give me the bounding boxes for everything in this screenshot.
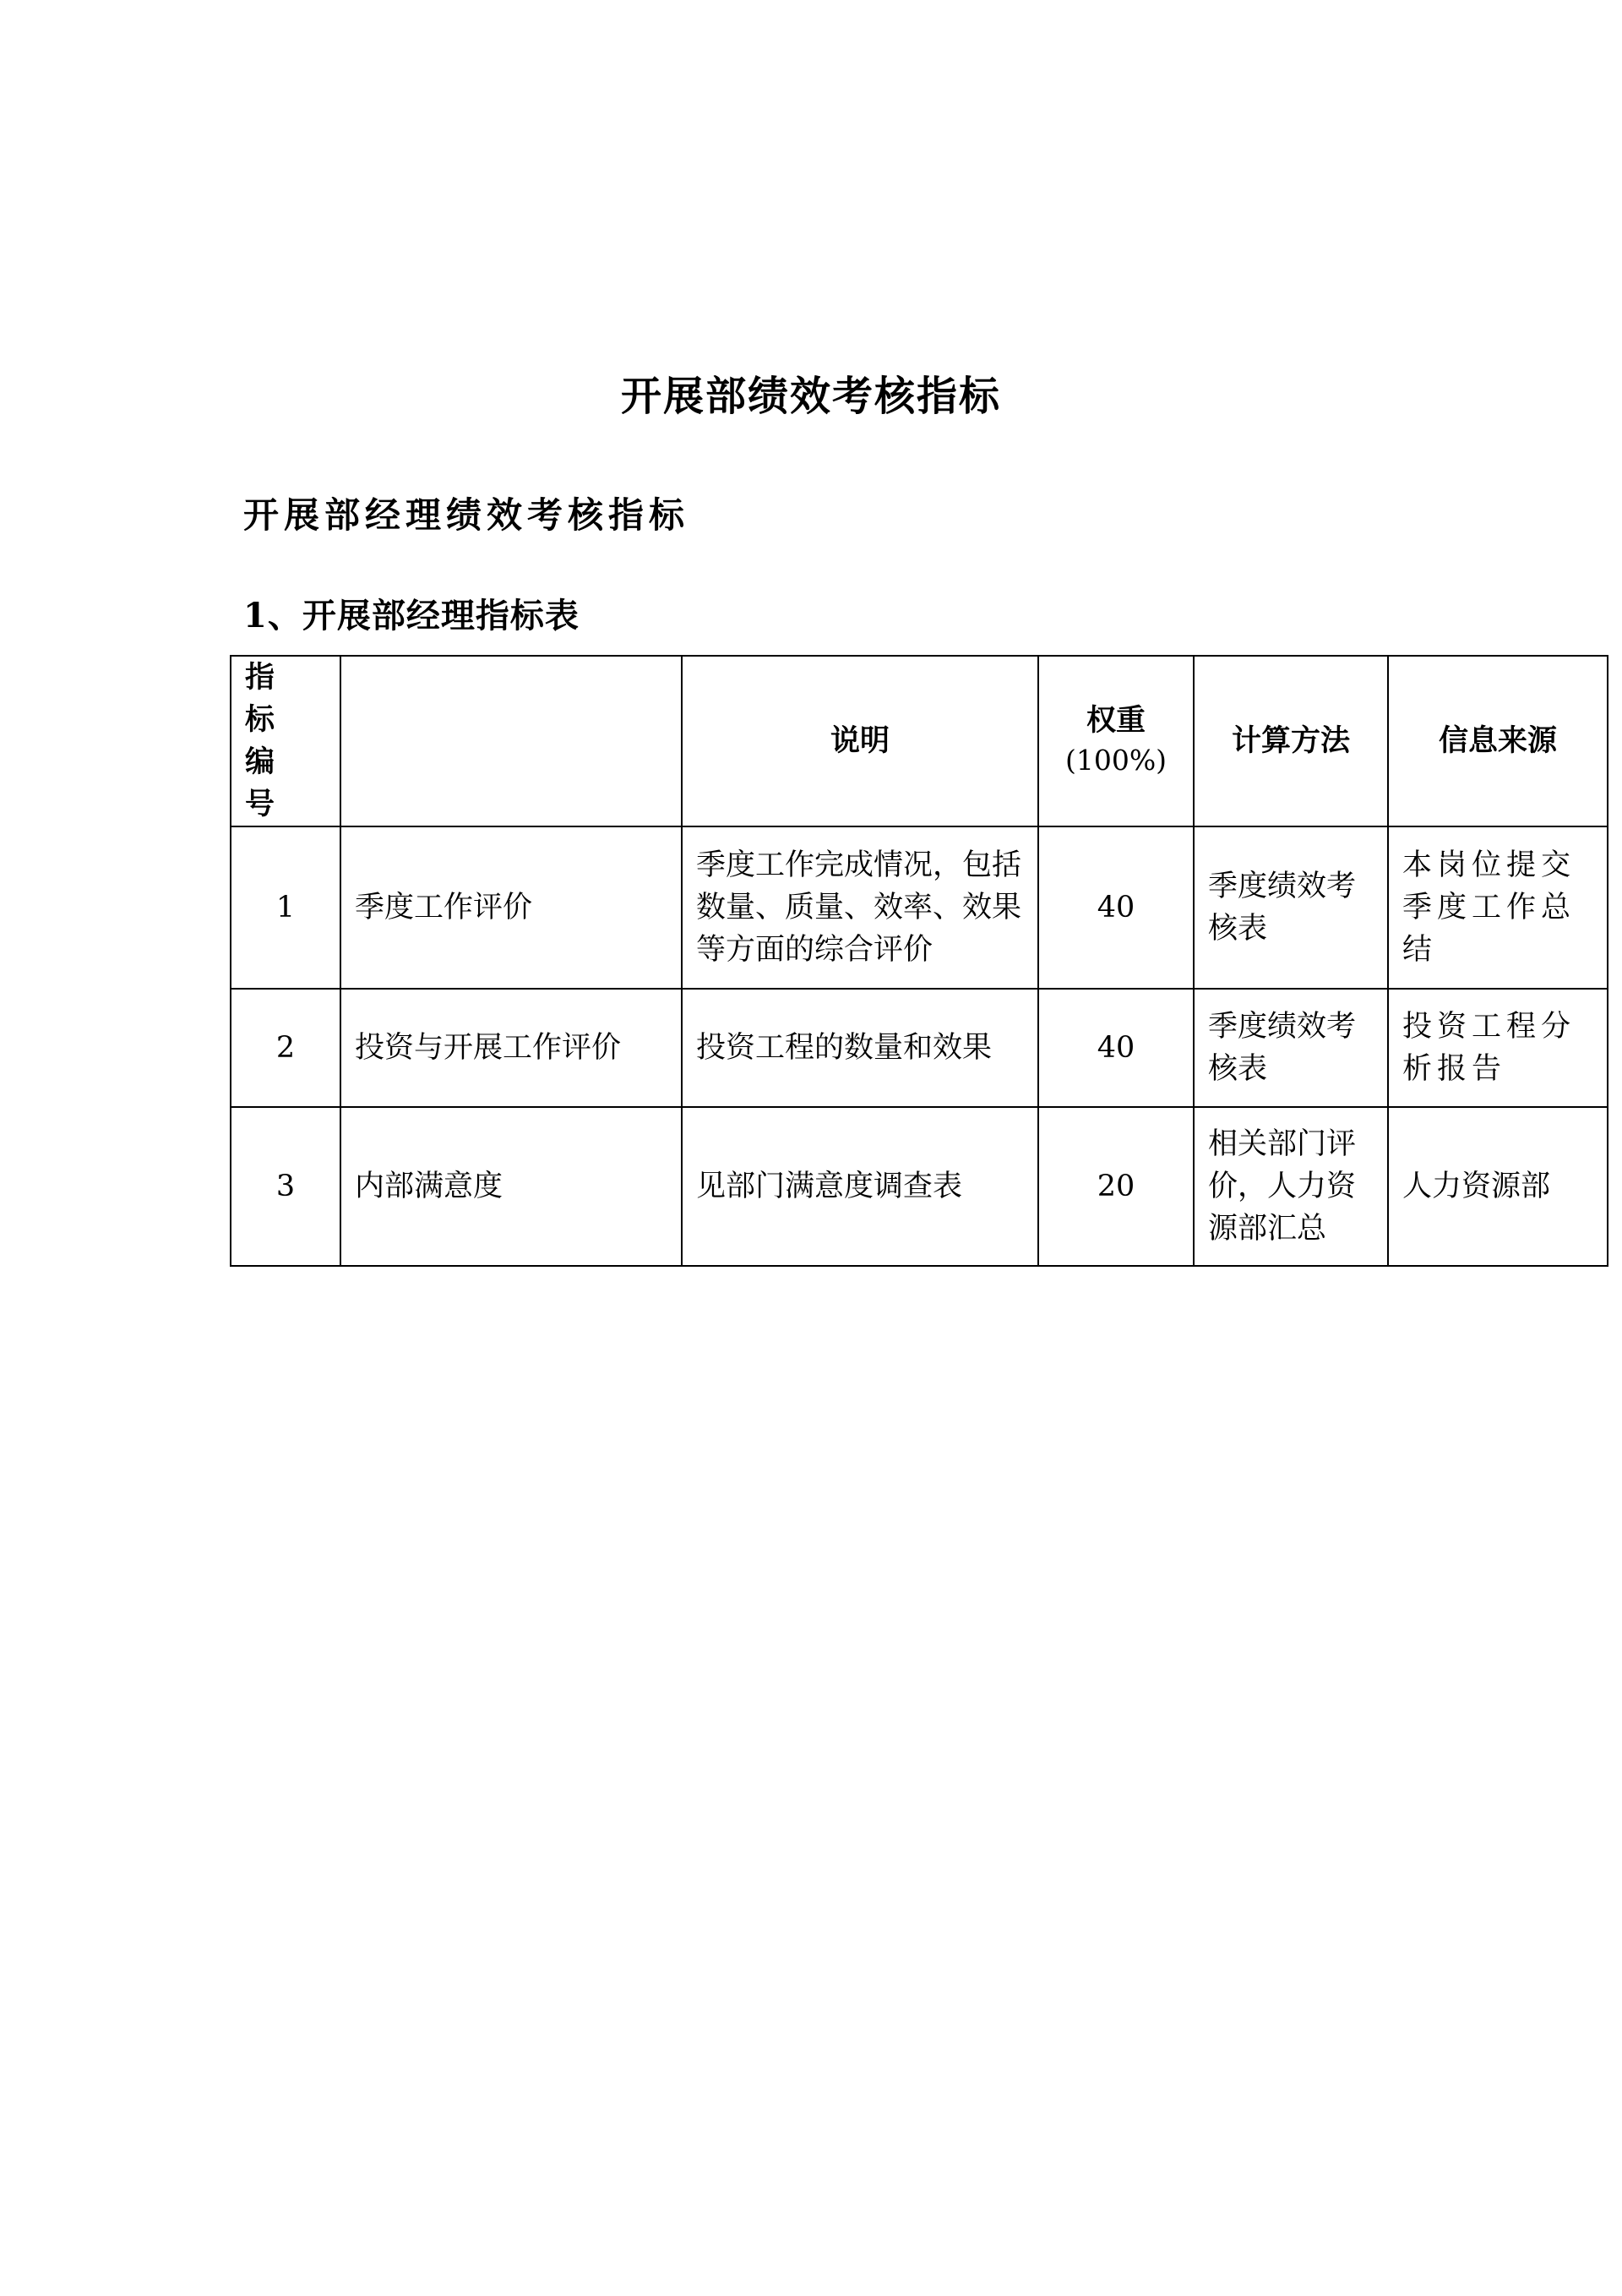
table-row xyxy=(231,1107,1608,1266)
table-header-row xyxy=(231,656,1608,826)
cell-description: 季度工作完成情况，包括数量、质量、效率、效果等方面的综合评价 xyxy=(682,826,1038,989)
cell-id: 2 xyxy=(231,989,340,1107)
header-weight-label: 权重 xyxy=(1086,703,1146,738)
header-description: 说明 xyxy=(682,656,1038,826)
table-row xyxy=(231,989,1608,1107)
cell-method: 季度绩效考核表 xyxy=(1194,826,1388,989)
cell-method: 季度绩效考核表 xyxy=(1194,989,1388,1107)
header-indicator-name xyxy=(340,656,682,826)
header-weight-percent: (100%) xyxy=(1064,744,1168,777)
section-heading: 开展部经理绩效考核指标 xyxy=(243,494,690,536)
header-weight xyxy=(1038,656,1194,826)
cell-weight: 20 xyxy=(1038,1107,1194,1266)
cell-name: 季度工作评价 xyxy=(340,826,682,989)
cell-name: 内部满意度 xyxy=(340,1107,682,1266)
cell-weight: 40 xyxy=(1038,826,1194,989)
document-title: 开展部绩效考核指标 xyxy=(620,373,1001,420)
table-row xyxy=(231,826,1608,989)
cell-description: 见部门满意度调查表 xyxy=(682,1107,1038,1266)
header-method: 计算方法 xyxy=(1194,656,1388,826)
cell-method: 相关部门评价，人力资源部汇总 xyxy=(1194,1107,1388,1266)
cell-name: 投资与开展工作评价 xyxy=(340,989,682,1107)
table-heading: 1、开展部经理指标表 xyxy=(243,596,580,635)
cell-id: 3 xyxy=(231,1107,340,1266)
cell-source: 本岗位提交季度工作总结 xyxy=(1388,826,1608,989)
cell-source: 人力资源部 xyxy=(1388,1107,1608,1266)
header-indicator-id: 指标编号 xyxy=(231,656,340,826)
header-source: 信息来源 xyxy=(1388,656,1608,826)
cell-description: 投资工程的数量和效果 xyxy=(682,989,1038,1107)
indicator-table xyxy=(230,655,1608,1267)
cell-id: 1 xyxy=(231,826,340,989)
cell-weight: 40 xyxy=(1038,989,1194,1107)
cell-source: 投资工程分析报告 xyxy=(1388,989,1608,1107)
